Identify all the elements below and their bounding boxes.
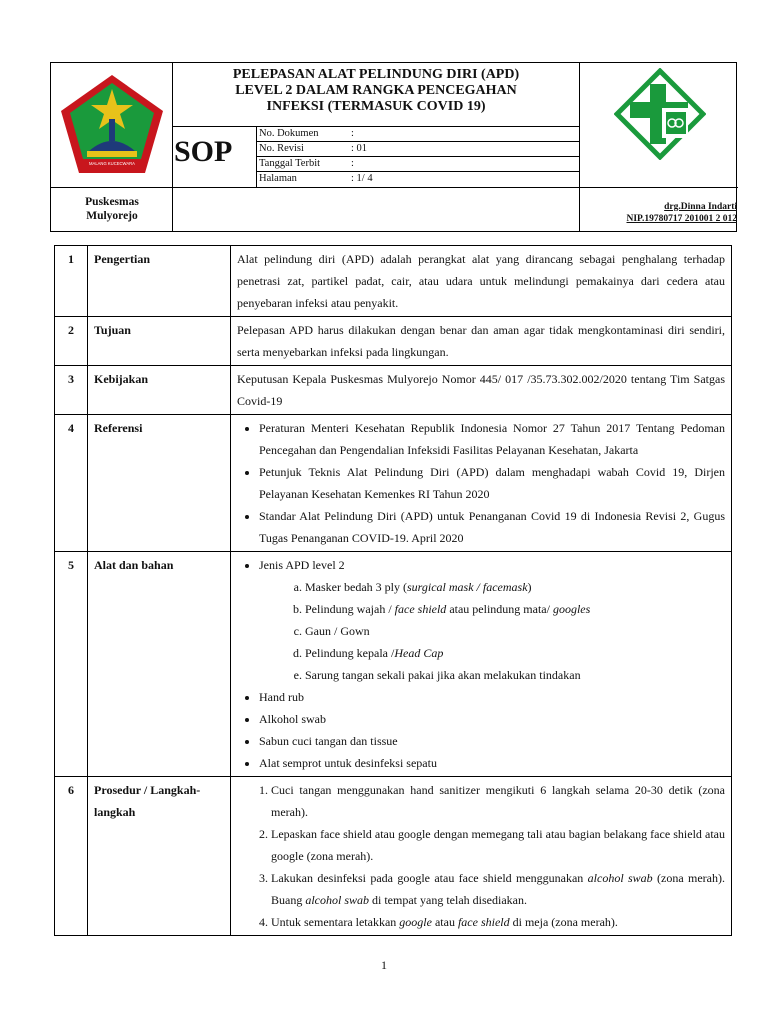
list-item: • Jenis APD level 2 a. Masker bedah 3 ply (surgical mask / facemask) b. Pelindung wajah / face shield atau pelindung mata/ googles c. Gaun / Gown d. Pelindung kepala /Head Cap e. Sarung tangan sekali pakai jika akan melakukan tindakan (259, 554, 725, 686)
list-item: • Standar Alat Pelindung Diri (APD) untuk Penanganan Covid 19 di Indonesia Revisi 2, Gugus Tugas Penanganan COVID-19. April 2020 (259, 505, 725, 549)
row-tujuan: 2 Tujuan Pelepasan APD harus dilakukan dengan benar dan aman agar tidak mengkontaminasi diri sendiri, serta menyebarkan infeksi pada lingkungan. (55, 317, 732, 366)
sop-label: SOP (174, 135, 233, 168)
signer-name: drg.Dinna Indarti (664, 202, 737, 212)
title-line-3: INFEKSI (TERMASUK COVID 19) (266, 99, 486, 114)
list-item: • Hand rub (259, 686, 725, 708)
list-item: a. Masker bedah 3 ply (surgical mask / facemask) (305, 576, 725, 598)
puskesmas-logo-icon (614, 68, 706, 160)
signature-block (579, 201, 737, 225)
list-item: c. Gaun / Gown (305, 620, 725, 642)
list-item: • Peraturan Menteri Kesehatan Republik Indonesia Nomor 27 Tahun 2017 Tentang Pedoman Pencegahan dan Pengendalian Infeksidi Fasilitas Pelayanan Kesehatan, Jakarta (259, 417, 725, 461)
list-item: b. Pelindung wajah / face shield atau pelindung mata/ googles (305, 598, 725, 620)
row-referensi: 4 Referensi • Peraturan Menteri Kesehatan Republik Indonesia Nomor 27 Tahun 2017 Tentang Pedoman Pencegahan dan Pengendalian Infeksidi Fasilitas Pelayanan Kesehatan, Jakarta • Petunjuk Teknis Alat Pelindung Diri (APD) dalam menghadapi wabah Covid 19, Dirjen Pelayanan Kesehatan Kemenkes RI Tahun 2020 • Standar Alat Pelindung Diri (APD) untuk Penanganan Covid 19 di Indonesia Revisi 2, Gugus Tugas Penanganan COVID-19. April 2020 (55, 415, 732, 552)
list-item: 2. Lepaskan face shield atau google dengan memegang tali atau bagian belakang face shield atau google (zona merah). (271, 823, 725, 867)
logo-caption: MALANG KUCECWARA (89, 161, 135, 166)
page-number: 1 (381, 958, 387, 972)
document-title (173, 67, 579, 115)
list-item: e. Sarung tangan sekali pakai jika akan melakukan tindakan (305, 664, 725, 686)
referensi-list (237, 417, 725, 549)
list-item: 3. Lakukan desinfeksi pada google atau face shield menggunakan alcohol swab (zona merah). Buang alcohol swab di tempat yang telah disediakan. (271, 867, 725, 911)
row-alat-bahan: 5 Alat dan bahan • Jenis APD level 2 a. Masker bedah 3 ply (surgical mask / facemask) b. Pelindung wajah / face shield atau pelindung mata/ googles c. Gaun / Gown d. Pelindung kepala /Head Cap e. Sarung tangan sekali pakai jika akan melakukan tindakan • Hand rub • Alkohol swab • Sabun cuci tangan dan tissue • Alat semprot untuk desinfeksi sepatu (55, 552, 732, 777)
sop-header-box: MALANG KUCECWARA PELEPASAN ALAT PELINDUNG DIRI (APD) LEVEL 2 DALAM RANGKA PENCEGAHAN INFEKSI (TERMASUK COVID 19) SOP No. Dokumen : No. Revisi : 01 Tanggal Terbit : Halaman : 1/ 4 Puskesmas Mulyorejo drg.Dinna Indarti NIP.19780717 201001 2 012 (50, 62, 737, 232)
apd-sublist (259, 576, 725, 686)
alat-list (237, 554, 725, 774)
prosedur-list (237, 779, 725, 933)
row-kebijakan: 3 Kebijakan Keputusan Kepala Puskesmas Mulyorejo Nomor 445/ 017 /35.73.302.002/2020 tentang Tim Satgas Covid-19 (55, 366, 732, 415)
list-item: • Petunjuk Teknis Alat Pelindung Diri (APD) dalam menghadapi wabah Covid 19, Dirjen Pelayanan Kesehatan Kemenkes RI Tahun 2020 (259, 461, 725, 505)
list-item: 1. Cuci tangan menggunakan hand sanitizer mengikuti 6 langkah selama 20-30 detik (zona merah). (271, 779, 725, 823)
list-item: d. Pelindung kepala /Head Cap (305, 642, 725, 664)
row-pengertian: 1 Pengertian Alat pelindung diri (APD) adalah perangkat alat yang dirancang sebagai penghalang terhadap penetrasi zat, partikel padat, cair, atau udara untuk melindungi pemakainya dari cedera atau penyebaran infeksi atau penyakit. (55, 246, 732, 317)
list-item: • Alat semprot untuk desinfeksi sepatu (259, 752, 725, 774)
list-item: 4. Untuk sementara letakkan google atau face shield di meja (zona merah). (271, 911, 725, 933)
list-item: • Sabun cuci tangan dan tissue (259, 730, 725, 752)
signer-nip: NIP.19780717 201001 2 012 (626, 214, 737, 224)
list-item: • Alkohol swab (259, 708, 725, 730)
title-line-2: LEVEL 2 DALAM RANGKA PENCEGAHAN (235, 83, 517, 98)
puskesmas-name: Puskesmas Mulyorejo (85, 196, 139, 222)
malang-emblem-icon (59, 73, 165, 177)
title-line-1: PELEPASAN ALAT PELINDUNG DIRI (APD) (232, 67, 520, 82)
sop-content-table (54, 245, 732, 936)
row-prosedur: 6 Prosedur / Langkah-langkah 1. Cuci tangan menggunakan hand sanitizer mengikuti 6 langkah selama 20-30 detik (zona merah). 2. Lepaskan face shield atau google dengan memegang tali atau bagian belakang face shield atau google (zona merah). 3. Lakukan desinfeksi pada google atau face shield menggunakan alcohol swab (zona merah). Buang alcohol swab di tempat yang telah disediakan. 4. Untuk sementara letakkan google atau face shield di meja (zona merah). (55, 777, 732, 936)
